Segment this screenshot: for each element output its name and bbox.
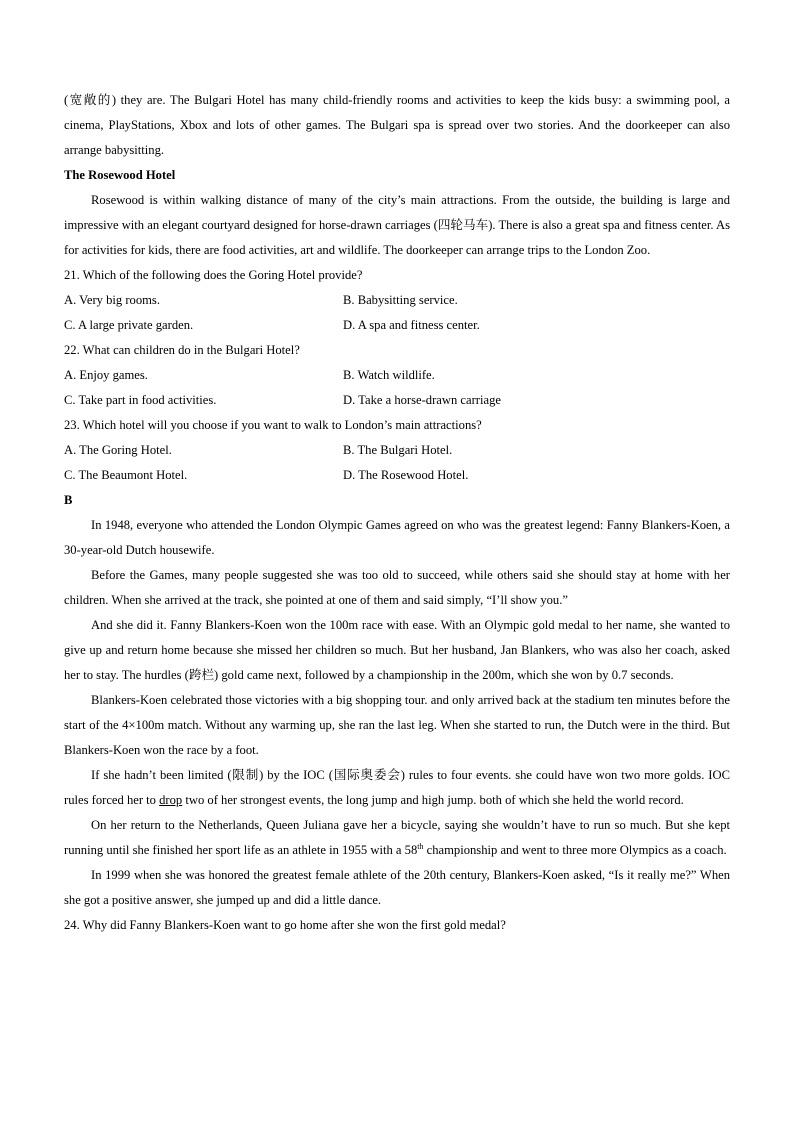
question-stem: 21. Which of the following does the Goring Hotel provide?: [64, 268, 363, 282]
paragraph-b-4: Blankers-Koen celebrated those victories with a big shopping tour. and only arrived back at the stadium ten minutes before the start of the 4×100m match. Without any warming up, she ran the last leg. When she started to run, the Dutch were in the third. But Blankers-Koen won the race by a foot.: [64, 693, 730, 757]
option-b: B. Babysitting service.: [343, 293, 458, 307]
paragraph-b-3: And she did it. Fanny Blankers-Koen won the 100m race with ease. With an Olympic gold medal to her name, she wanted to give up and return home because she missed her children so much. But her husband, Jan Blankers, who was also her coach, asked her to stay. The hurdles (跨栏) gold came next, followed by a championship in the 200m, which she won by 0.7 seconds.: [64, 618, 730, 682]
question-stem: 23. Which hotel will you choose if you want to walk to London’s main attractions?: [64, 418, 482, 432]
question-21: [64, 263, 730, 338]
paragraph-text: On her return to the Netherlands, Queen Juliana gave her a bicycle, saying she wouldn’t have to run so much. But she kept running until she finished her sport life as an athlete in 1955 with a 58: [64, 818, 730, 857]
option-c: C. Take part in food activities.: [64, 393, 217, 407]
section-b-label: B: [64, 493, 73, 507]
question-stem: 22. What can children do in the Bulgari Hotel?: [64, 343, 300, 357]
paragraph-text: two of her strongest events, the long jump and high jump. both of which she held the world record.: [182, 793, 684, 807]
option-a: A. The Goring Hotel.: [64, 443, 172, 457]
option-d: D. Take a horse-drawn carriage: [343, 393, 501, 407]
option-c: C. The Beaumont Hotel.: [64, 468, 188, 482]
paragraph-rosewood: Rosewood is within walking distance of many of the city’s main attractions. From the outside, the building is large and impressive with an elegant courtyard designed for horse-drawn carriages (四轮马车). There is also a great spa and fitness center. As for activities for kids, there are food activities, art and wildlife. The doorkeeper can arrange trips to the London Zoo.: [64, 193, 730, 257]
option-b: B. Watch wildlife.: [343, 368, 435, 382]
paragraph-b-6: [64, 813, 730, 863]
option-c: C. A large private garden.: [64, 318, 194, 332]
paragraph-text: If she hadn’t been limited (限制) by the IOC (国际奥委会) rules to four events. she could have won two more golds. IOC rules forced her to: [64, 768, 730, 807]
options-row: [64, 288, 730, 313]
options-row: [64, 363, 730, 388]
document-page: [64, 88, 730, 938]
paragraph-b-7: In 1999 when she was honored the greatest female athlete of the 20th century, Blankers-Koen asked, “Is it really me?” When she got a positive answer, she jumped up and did a little dance.: [64, 868, 730, 907]
heading-rosewood-hotel: The Rosewood Hotel: [64, 168, 176, 182]
options-row: [64, 438, 730, 463]
option-d: D. A spa and fitness center.: [343, 318, 480, 332]
underlined-word: drop: [159, 793, 183, 807]
option-a: A. Very big rooms.: [64, 293, 160, 307]
options-row: [64, 388, 730, 413]
options-row: [64, 463, 730, 488]
question-24-stem: 24. Why did Fanny Blankers-Koen want to go home after she won the first gold medal?: [64, 918, 506, 932]
paragraph-b-5: [64, 763, 730, 813]
option-a: A. Enjoy games.: [64, 368, 148, 382]
question-22: [64, 338, 730, 413]
options-row: [64, 313, 730, 338]
option-b: B. The Bulgari Hotel.: [343, 443, 453, 457]
paragraph-b-2: Before the Games, many people suggested she was too old to succeed, while others said she should stay at home with her children. When she arrived at the track, she pointed at one of them and said simply, “I’ll show you.”: [64, 568, 730, 607]
option-d: D. The Rosewood Hotel.: [343, 468, 469, 482]
superscript: th: [417, 842, 424, 851]
paragraph-text: championship and went to three more Olympics as a coach.: [423, 843, 727, 857]
question-23: [64, 413, 730, 488]
paragraph-bulgari: (宽敞的) they are. The Bulgari Hotel has many child-friendly rooms and activities to keep the kids busy: a swimming pool, a cinema, PlayStations, Xbox and lots of other games. The Bulgari spa is spread over two stories. And the doorkeeper can also arrange babysitting.: [64, 93, 730, 157]
paragraph-b-1: In 1948, everyone who attended the London Olympic Games agreed on who was the greatest legend: Fanny Blankers-Koen, a 30-year-old Dutch housewife.: [64, 518, 730, 557]
